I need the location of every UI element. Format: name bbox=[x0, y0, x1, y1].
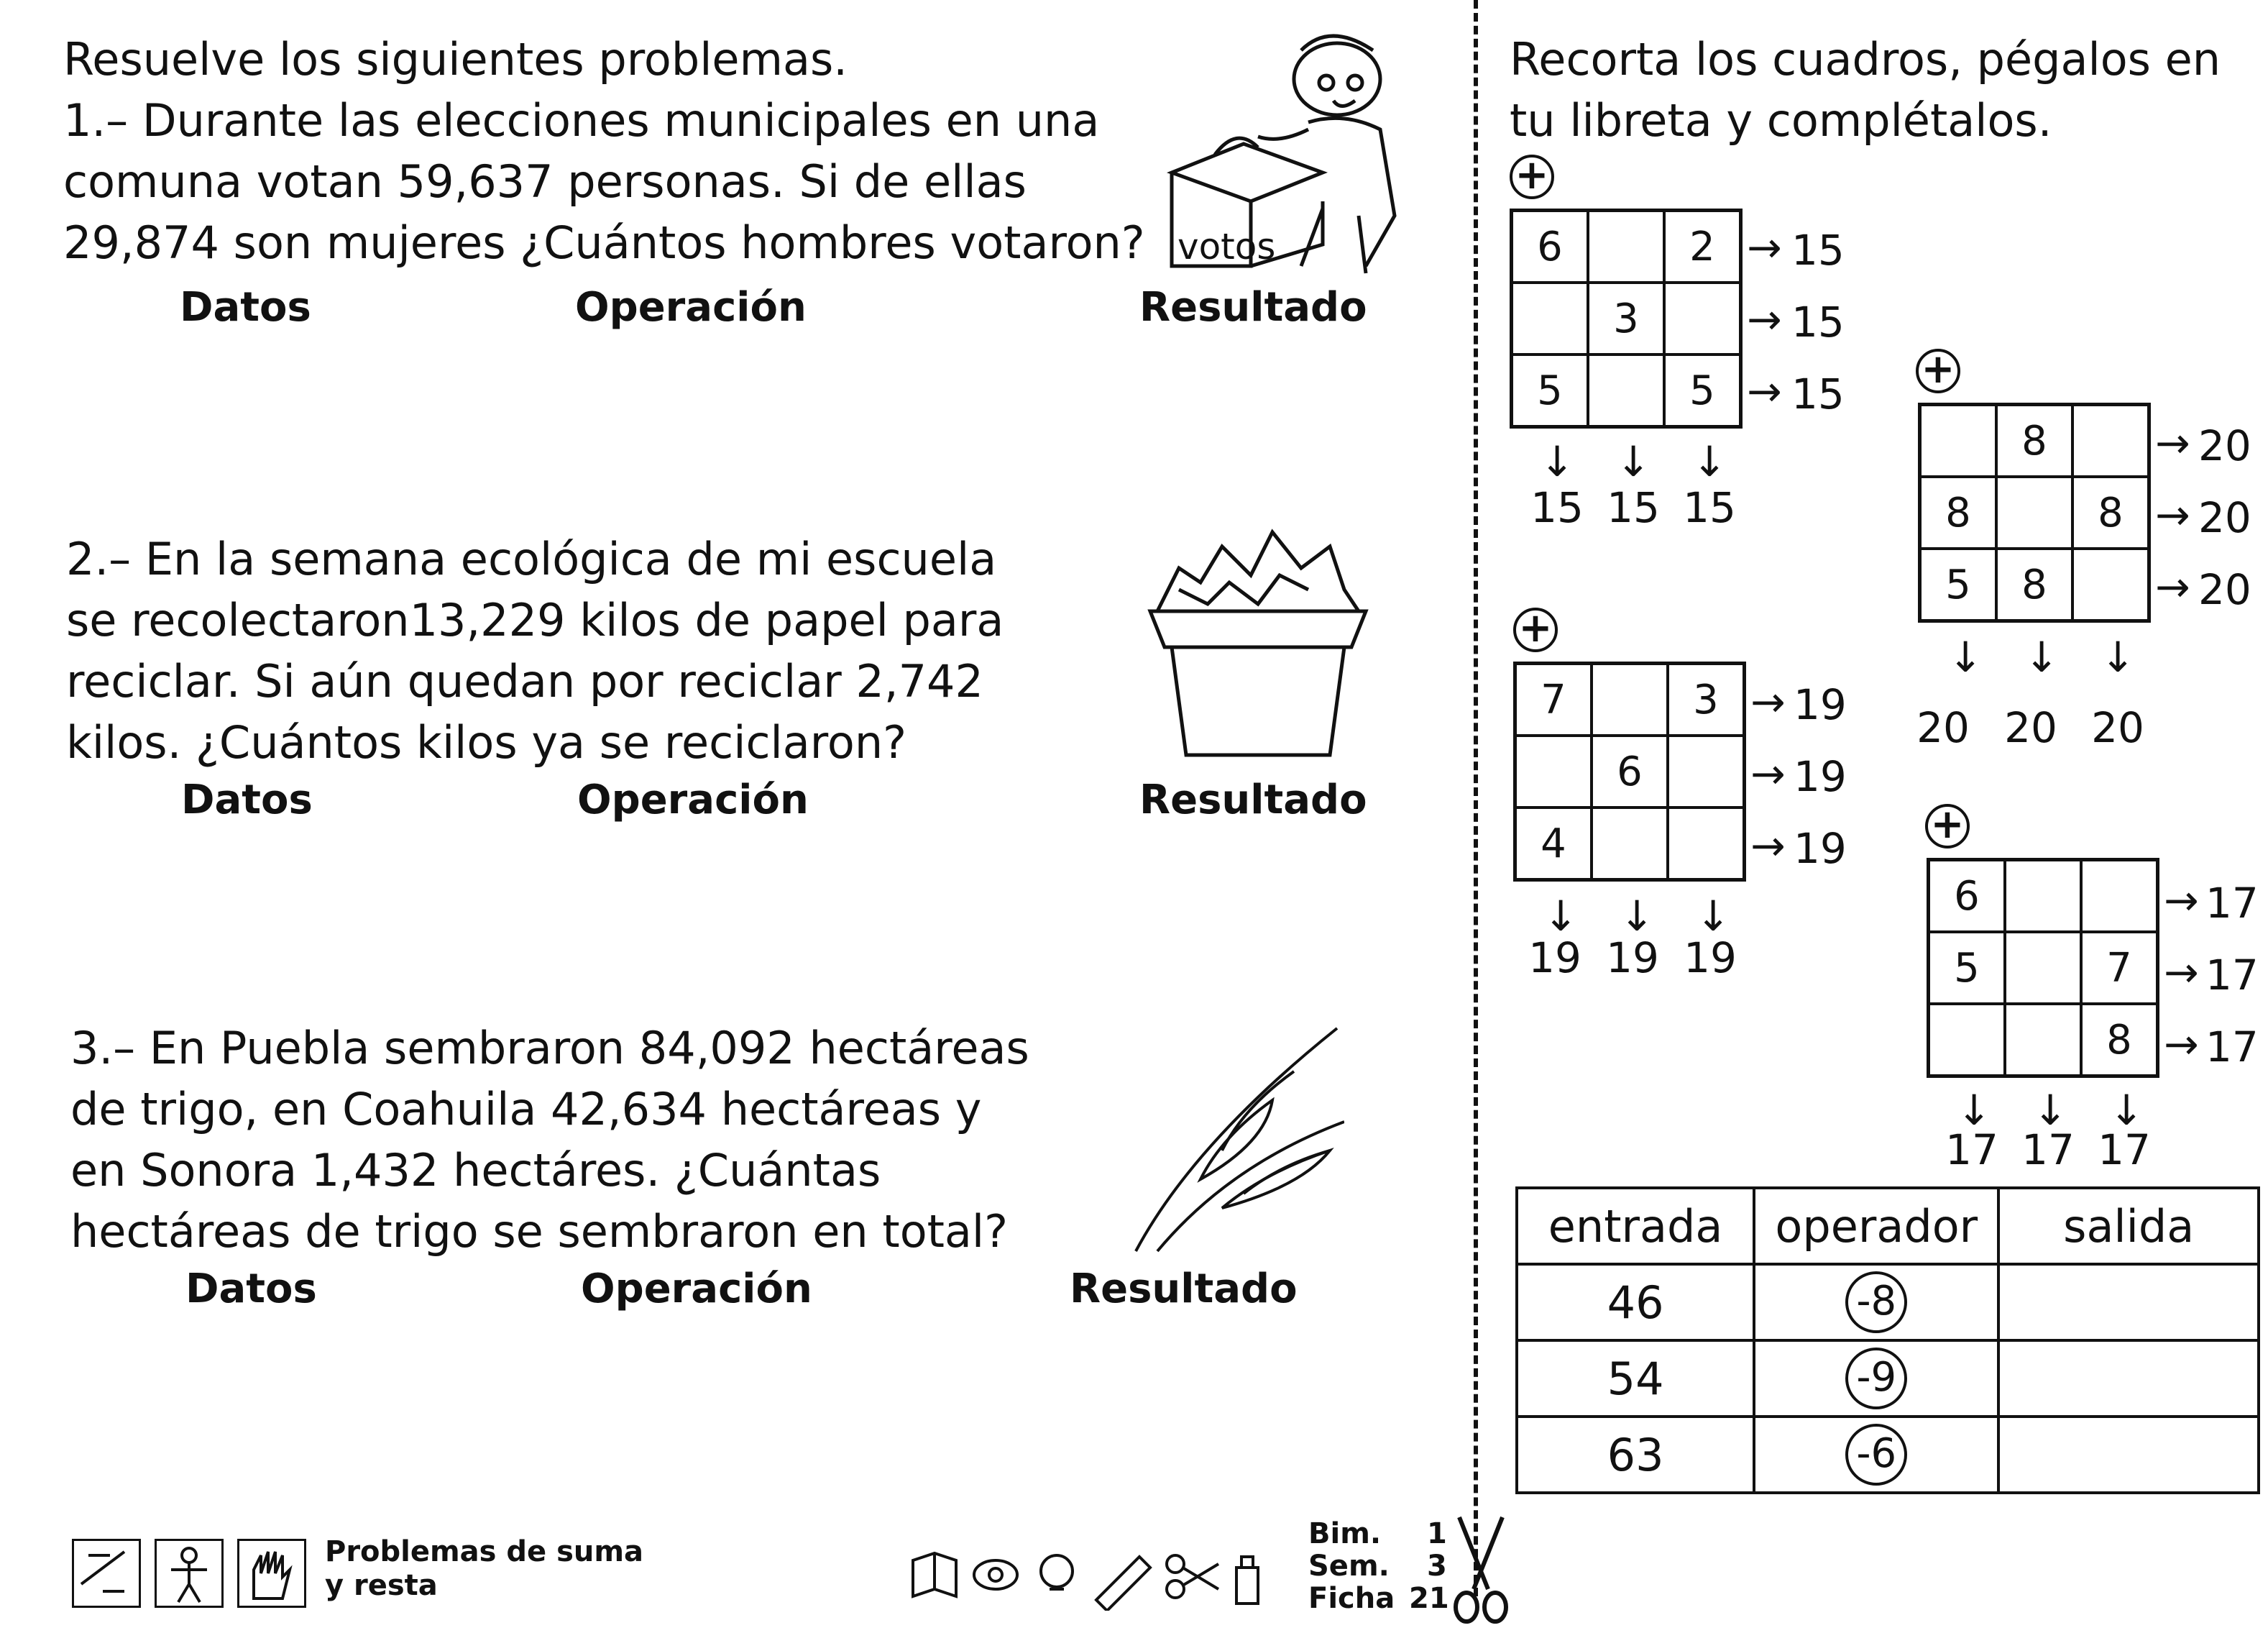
operator-badge: -9 bbox=[1845, 1348, 1907, 1409]
bim-label: Bim. bbox=[1308, 1517, 1382, 1550]
grid-cell: 4 bbox=[1515, 808, 1592, 879]
salida-cell[interactable] bbox=[1998, 1264, 2259, 1340]
plus-icon: + bbox=[1510, 155, 1554, 199]
magic-square-1 bbox=[1510, 209, 1743, 429]
bim-value: 1 bbox=[1427, 1517, 1447, 1550]
col-arrow-icon: ↓ bbox=[2032, 1086, 2068, 1135]
scissors-icon bbox=[1445, 1510, 1517, 1625]
grid-cell: 8 bbox=[2081, 1004, 2157, 1076]
grid-cell: 7 bbox=[1515, 664, 1592, 736]
grid-cell bbox=[1920, 405, 1996, 477]
grid-cell bbox=[1996, 477, 2072, 549]
activity-icons bbox=[909, 1539, 1298, 1611]
grid-cell: 8 bbox=[1996, 549, 2072, 621]
row-arrow-icon: → bbox=[2164, 876, 2199, 925]
plus-icon: + bbox=[1513, 608, 1558, 652]
row-sum: 19 bbox=[1794, 752, 1847, 801]
lightbulb-icon bbox=[1041, 1555, 1073, 1587]
row-sum: 19 bbox=[1794, 824, 1847, 873]
wheat-illustration bbox=[1114, 1021, 1344, 1266]
pencil-icon bbox=[1096, 1557, 1150, 1611]
plus-icon: + bbox=[1925, 804, 1970, 848]
salida-cell[interactable] bbox=[1998, 1340, 2259, 1417]
problem-2-operacion: Operación bbox=[577, 777, 809, 823]
col-sum: 15 bbox=[1530, 483, 1584, 532]
col-arrow-icon: ↓ bbox=[1956, 1086, 1992, 1135]
col-sum: 20 bbox=[2091, 703, 2144, 752]
row-sum: 15 bbox=[1791, 298, 1845, 347]
entrada-value: 54 bbox=[1517, 1340, 1754, 1417]
row-arrow-icon: → bbox=[2155, 562, 2190, 611]
header-salida: salida bbox=[1998, 1188, 2259, 1264]
instructions-line-1: Recorta los cuadros, pégalos en bbox=[1510, 33, 2221, 86]
grid-cell bbox=[1588, 354, 1664, 426]
grid-cell bbox=[1664, 283, 1740, 354]
grid-cell bbox=[1512, 283, 1588, 354]
col-sum: 15 bbox=[1607, 483, 1660, 532]
sem-value: 3 bbox=[1427, 1550, 1447, 1583]
col-arrow-icon: ↓ bbox=[1691, 437, 1727, 486]
row-arrow-icon: → bbox=[1750, 821, 1786, 870]
col-sum: 19 bbox=[1684, 933, 1737, 982]
magic-square-3 bbox=[1513, 662, 1746, 882]
col-sum: 20 bbox=[2004, 703, 2057, 752]
row-arrow-icon: → bbox=[2164, 948, 2199, 997]
grid-cell: 5 bbox=[1512, 354, 1588, 426]
operator-badge: -6 bbox=[1845, 1424, 1907, 1486]
grid-cell bbox=[1592, 808, 1668, 879]
row-arrow-icon: → bbox=[2155, 418, 2190, 467]
grid-cell bbox=[2072, 549, 2149, 621]
col-arrow-icon: ↓ bbox=[1947, 633, 1983, 682]
problem-3-line-1: 3.– En Puebla sembraron 84,092 hectáreas bbox=[70, 1022, 1029, 1074]
grid-cell bbox=[1515, 736, 1592, 808]
operador-cell bbox=[1754, 1417, 1998, 1493]
grid-cell: 6 bbox=[1592, 736, 1668, 808]
col-sum: 19 bbox=[1606, 933, 1659, 982]
problem-2-datos: Datos bbox=[181, 777, 313, 823]
grid-cell bbox=[2072, 405, 2149, 477]
col-sum: 17 bbox=[2021, 1125, 2075, 1174]
row-sum: 15 bbox=[1791, 370, 1845, 418]
person-icon bbox=[155, 1539, 224, 1608]
grid-cell: 5 bbox=[1664, 354, 1740, 426]
grid-cell: 3 bbox=[1668, 664, 1744, 736]
grid-cell: 6 bbox=[1512, 211, 1588, 283]
row-sum: 17 bbox=[2205, 1023, 2259, 1071]
magic-square-4 bbox=[1927, 858, 2159, 1078]
eye-icon bbox=[974, 1560, 1017, 1589]
row-arrow-icon: → bbox=[1750, 677, 1786, 726]
grid-cell: 5 bbox=[1929, 932, 2005, 1004]
row-sum: 20 bbox=[2198, 565, 2251, 614]
col-sum: 20 bbox=[1916, 703, 1970, 752]
scissors-icon bbox=[1167, 1581, 1184, 1598]
instructions-line-2: tu libreta y complétalos. bbox=[1510, 94, 2052, 147]
operator-badge: -8 bbox=[1845, 1271, 1907, 1333]
grid-cell bbox=[1929, 1004, 2005, 1076]
row-arrow-icon: → bbox=[1747, 223, 1782, 272]
col-arrow-icon: ↓ bbox=[2100, 633, 2136, 682]
row-arrow-icon: → bbox=[2155, 490, 2190, 539]
hand-icon bbox=[237, 1539, 306, 1608]
grid-cell bbox=[1668, 808, 1744, 879]
sem-label: Sem. bbox=[1308, 1550, 1390, 1583]
problem-3-resultado: Resultado bbox=[1070, 1266, 1298, 1312]
operador-cell bbox=[1754, 1340, 1998, 1417]
footer-title-line-2: y resta bbox=[325, 1569, 438, 1602]
footer-title-line-1: Problemas de suma bbox=[325, 1535, 644, 1568]
problem-3-line-4: hectáreas de trigo se sembraron en total? bbox=[70, 1205, 1009, 1258]
problem-3-datos: Datos bbox=[185, 1266, 317, 1312]
grid-cell: 5 bbox=[1920, 549, 1996, 621]
problem-1-resultado: Resultado bbox=[1139, 284, 1367, 331]
grid-cell: 2 bbox=[1664, 211, 1740, 283]
row-sum: 19 bbox=[1794, 680, 1847, 729]
grid-cell bbox=[2005, 1004, 2081, 1076]
grid-cell: 7 bbox=[2081, 932, 2157, 1004]
problem-1-line-1: 1.– Durante las elecciones municipales en una bbox=[63, 94, 1100, 147]
grid-cell: 8 bbox=[1920, 477, 1996, 549]
col-sum: 17 bbox=[2098, 1125, 2151, 1174]
header-entrada: entrada bbox=[1517, 1188, 1754, 1264]
salida-cell[interactable] bbox=[1998, 1417, 2259, 1493]
paper-bin-illustration bbox=[1143, 518, 1373, 762]
col-sum: 17 bbox=[1945, 1125, 1998, 1174]
ficha-value: 21 bbox=[1409, 1582, 1449, 1615]
operator-table bbox=[1515, 1186, 2260, 1494]
problem-1-line-3: 29,874 son mujeres ¿Cuántos hombres votaron? bbox=[63, 216, 1145, 269]
col-arrow-icon: ↓ bbox=[1619, 892, 1655, 941]
col-sum: 15 bbox=[1683, 483, 1736, 532]
problem-1-datos: Datos bbox=[180, 284, 311, 331]
problem-2-line-2: se recolectaron13,229 kilos de papel para bbox=[66, 594, 1004, 646]
problem-3-operacion: Operación bbox=[581, 1266, 812, 1312]
grid-cell bbox=[2005, 860, 2081, 932]
table-row bbox=[1517, 1264, 2259, 1340]
glue-icon bbox=[1236, 1557, 1258, 1604]
grid-cell bbox=[1668, 736, 1744, 808]
col-arrow-icon: ↓ bbox=[1543, 892, 1579, 941]
plus-icon: + bbox=[1916, 349, 1960, 393]
grid-cell bbox=[1588, 211, 1664, 283]
table-header-row bbox=[1517, 1188, 2259, 1264]
problem-2-line-3: reciclar. Si aún quedan por reciclar 2,742 bbox=[66, 655, 983, 708]
grid-cell: 8 bbox=[2072, 477, 2149, 549]
row-sum: 20 bbox=[2198, 493, 2251, 542]
header-operador: operador bbox=[1754, 1188, 1998, 1264]
row-sum: 17 bbox=[2205, 951, 2259, 1000]
problem-3-line-2: de trigo, en Coahuila 42,634 hectáreas y bbox=[70, 1083, 982, 1135]
ficha-label: Ficha bbox=[1308, 1582, 1395, 1615]
entrada-value: 63 bbox=[1517, 1417, 1754, 1493]
ballot-box-illustration bbox=[1157, 29, 1445, 288]
row-sum: 15 bbox=[1791, 226, 1845, 275]
page-heading: Resuelve los siguientes problemas. bbox=[63, 33, 848, 86]
row-arrow-icon: → bbox=[1747, 367, 1782, 416]
problem-2-line-4: kilos. ¿Cuántos kilos ya se reciclaron? bbox=[66, 716, 907, 769]
col-sum: 19 bbox=[1528, 933, 1581, 982]
col-arrow-icon: ↓ bbox=[2108, 1086, 2144, 1135]
problem-1-line-2: comuna votan 59,637 personas. Si de ellas bbox=[63, 155, 1027, 208]
row-sum: 20 bbox=[2198, 421, 2251, 470]
problem-2-resultado: Resultado bbox=[1139, 777, 1367, 823]
col-arrow-icon: ↓ bbox=[1695, 892, 1731, 941]
table-row bbox=[1517, 1417, 2259, 1493]
magic-square-2 bbox=[1918, 403, 2151, 623]
entrada-value: 46 bbox=[1517, 1264, 1754, 1340]
book-icon bbox=[913, 1553, 956, 1596]
col-arrow-icon: ↓ bbox=[1615, 437, 1651, 486]
operador-cell bbox=[1754, 1264, 1998, 1340]
row-arrow-icon: → bbox=[1747, 295, 1782, 344]
grid-cell: 3 bbox=[1588, 283, 1664, 354]
fractions-icon bbox=[72, 1539, 141, 1608]
problem-1-operacion: Operación bbox=[575, 284, 807, 331]
problem-3-line-3: en Sonora 1,432 hectáres. ¿Cuántas bbox=[70, 1144, 881, 1197]
row-sum: 17 bbox=[2205, 879, 2259, 928]
grid-cell bbox=[2081, 860, 2157, 932]
col-arrow-icon: ↓ bbox=[2024, 633, 2060, 682]
col-arrow-icon: ↓ bbox=[1539, 437, 1575, 486]
row-arrow-icon: → bbox=[1750, 749, 1786, 798]
row-arrow-icon: → bbox=[2164, 1020, 2199, 1069]
table-row bbox=[1517, 1340, 2259, 1417]
problem-2-line-1: 2.– En la semana ecológica de mi escuela bbox=[66, 533, 997, 585]
ballot-box-label: votos bbox=[1177, 226, 1276, 267]
cut-line bbox=[1474, 0, 1478, 1596]
grid-cell: 6 bbox=[1929, 860, 2005, 932]
grid-cell bbox=[2005, 932, 2081, 1004]
grid-cell: 8 bbox=[1996, 405, 2072, 477]
grid-cell bbox=[1592, 664, 1668, 736]
